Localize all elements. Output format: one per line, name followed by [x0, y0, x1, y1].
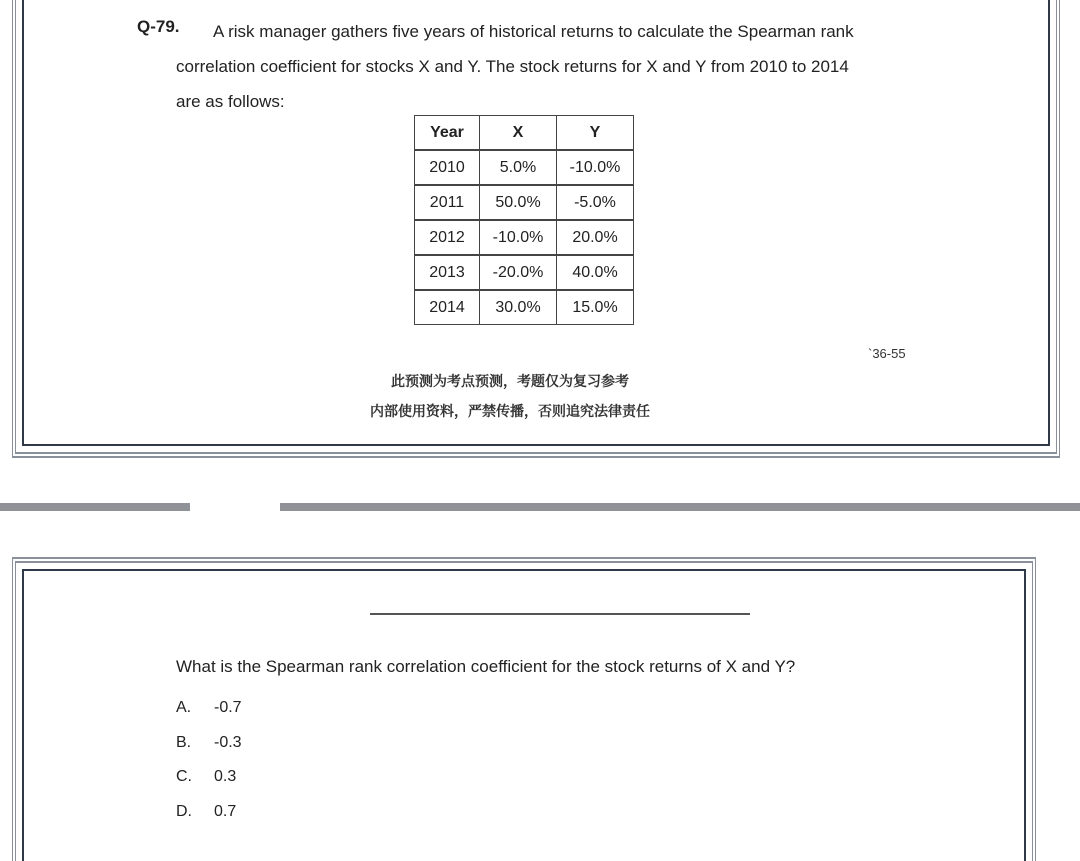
cell-x: -20.0%: [480, 255, 557, 290]
choice-value: 0.7: [214, 803, 237, 820]
cell-x: 5.0%: [480, 150, 557, 185]
question-prompt: What is the Spearman rank correlation coefficient for the stock returns of X and Y?: [176, 657, 796, 676]
question-text: [176, 14, 916, 119]
returns-table: [414, 115, 634, 325]
header-x: X: [480, 116, 557, 151]
notice-line-1: 此预测为考点预测，考题仅为复习参考: [391, 374, 629, 390]
choice-c: [176, 768, 236, 786]
table-row: [415, 185, 634, 220]
choice-value: -0.3: [214, 734, 242, 751]
cell-year: 2014: [415, 290, 480, 325]
choice-letter: A.: [176, 699, 192, 716]
choice-letter: D.: [176, 803, 192, 820]
choice-letter: B.: [176, 734, 192, 751]
cell-year: 2013: [415, 255, 480, 290]
cell-y: 15.0%: [557, 290, 634, 325]
choice-a: [176, 699, 242, 717]
choice-value: 0.3: [214, 768, 237, 785]
table-row: [415, 220, 634, 255]
table-header-row: [415, 116, 634, 151]
cell-year: 2010: [415, 150, 480, 185]
question-line-2: correlation coefficient for stocks X and Y. The stock returns for X and Y from 2010 to 2014: [176, 57, 849, 76]
header-y: Y: [557, 116, 634, 151]
notice-line-2: 内部使用资料，严禁传播，否则追究法律责任: [370, 404, 650, 420]
choice-letter: C.: [176, 768, 192, 785]
cell-y: -10.0%: [557, 150, 634, 185]
choice-b: [176, 734, 242, 752]
choice-value: -0.7: [214, 699, 242, 716]
bottom-header-rule: [370, 613, 750, 615]
cell-x: -10.0%: [480, 220, 557, 255]
question-number: Q-79.: [137, 17, 180, 36]
cell-y: 20.0%: [557, 220, 634, 255]
question-line-3: are as follows:: [176, 92, 285, 111]
page-separator-gap: [190, 500, 280, 514]
cell-x: 30.0%: [480, 290, 557, 325]
bottom-page-frame: [12, 557, 1036, 861]
table-row: [415, 150, 634, 185]
question-line-1: A risk manager gathers five years of historical returns to calculate the Spearman rank: [213, 22, 854, 41]
header-year: Year: [415, 116, 480, 151]
choice-d: [176, 803, 236, 821]
cell-y: -5.0%: [557, 185, 634, 220]
table-row: [415, 255, 634, 290]
page-separator-band: [0, 503, 1080, 511]
cell-y: 40.0%: [557, 255, 634, 290]
cell-year: 2011: [415, 185, 480, 220]
page-reference: `36-55: [868, 346, 906, 361]
table-row: [415, 290, 634, 325]
cell-x: 50.0%: [480, 185, 557, 220]
cell-year: 2012: [415, 220, 480, 255]
